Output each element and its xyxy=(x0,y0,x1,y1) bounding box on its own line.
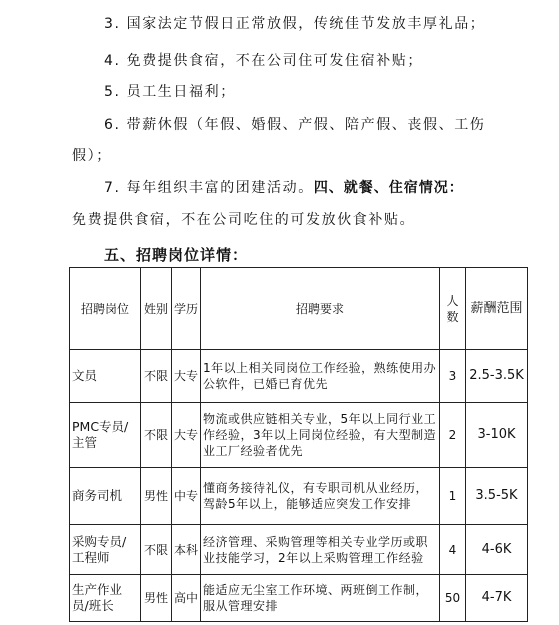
cell-salary: 3.5-5K xyxy=(466,468,528,525)
header-gender: 姓别 xyxy=(141,268,172,350)
cell-position: 商务司机 xyxy=(70,468,141,525)
cell-gender: 不限 xyxy=(141,525,172,575)
cell-education: 高中 xyxy=(172,575,201,622)
header-salary: 薪酬范围 xyxy=(466,268,528,350)
table-row xyxy=(70,575,528,622)
benefit-item-6-continuation: 假）； xyxy=(72,148,112,164)
section-4-title: 四、就餐、住宿情况： xyxy=(313,180,464,196)
header-position: 招聘岗位 xyxy=(70,268,141,350)
header-count: 人数 xyxy=(440,268,466,350)
cell-salary: 3-10K xyxy=(466,403,528,468)
cell-count: 1 xyxy=(440,468,466,525)
table-row xyxy=(70,350,528,403)
cell-requirements: 懂商务接待礼仪，有专职司机从业经历，驾龄5年以上，能够适应突发工作安排 xyxy=(201,468,440,525)
cell-education: 大专 xyxy=(172,403,201,468)
cell-requirements: 1年以上相关同岗位工作经验，熟练使用办公软件，已婚已育优先 xyxy=(201,350,440,403)
header-requirements: 招聘要求 xyxy=(201,268,440,350)
cell-position: 文员 xyxy=(70,350,141,403)
table-row xyxy=(70,403,528,468)
cell-count: 3 xyxy=(440,350,466,403)
cell-count: 4 xyxy=(440,525,466,575)
benefit-item-6: 6. 带薪休假（年假、婚假、产假、陪产假、丧假、工伤 xyxy=(104,117,486,133)
table-row xyxy=(70,525,528,575)
section-5-title: 五、招聘岗位详情： xyxy=(104,246,249,264)
cell-gender: 男性 xyxy=(141,575,172,622)
cell-salary: 2.5-3.5K xyxy=(466,350,528,403)
benefit-item-5: 5. 员工生日福利； xyxy=(104,84,236,100)
cell-education: 大专 xyxy=(172,350,201,403)
cell-requirements: 能适应无尘室工作环境、两班倒工作制，服从管理安排 xyxy=(201,575,440,622)
benefit-item-7: 7. 每年组织丰富的团建活动。 xyxy=(104,180,314,196)
cell-education: 本科 xyxy=(172,525,201,575)
benefit-item-7-line xyxy=(104,178,539,198)
cell-gender: 不限 xyxy=(141,350,172,403)
benefit-item-3: 3. 国家法定节假日正常放假，传统佳节发放丰厚礼品； xyxy=(104,16,486,32)
cell-count: 50 xyxy=(440,575,466,622)
cell-gender: 不限 xyxy=(141,403,172,468)
header-education: 学历 xyxy=(172,268,201,350)
benefit-item-4: 4. 免费提供食宿，不在公司住可发住宿补贴； xyxy=(104,53,424,69)
recruitment-table xyxy=(69,267,528,622)
cell-position: 采购专员/工程师 xyxy=(70,525,141,575)
cell-requirements: 物流或供应链相关专业，5年以上同行业工作经验，3年以上同岗位经验，有大型制造业工厂经验者优先 xyxy=(201,403,440,468)
cell-position: 生产作业员/班长 xyxy=(70,575,141,622)
cell-education: 中专 xyxy=(172,468,201,525)
table-row xyxy=(70,468,528,525)
table-header-row xyxy=(70,268,528,350)
cell-position: PMC专员/主管 xyxy=(70,403,141,468)
cell-count: 2 xyxy=(440,403,466,468)
cell-gender: 男性 xyxy=(141,468,172,525)
cell-salary: 4-6K xyxy=(466,525,528,575)
meals-text: 免费提供食宿，不在公司吃住的可发放伙食补贴。 xyxy=(72,212,416,228)
cell-salary: 4-7K xyxy=(466,575,528,622)
cell-requirements: 经济管理、采购管理等相关专业学历或职业技能学习，2年以上采购管理工作经验 xyxy=(201,525,440,575)
